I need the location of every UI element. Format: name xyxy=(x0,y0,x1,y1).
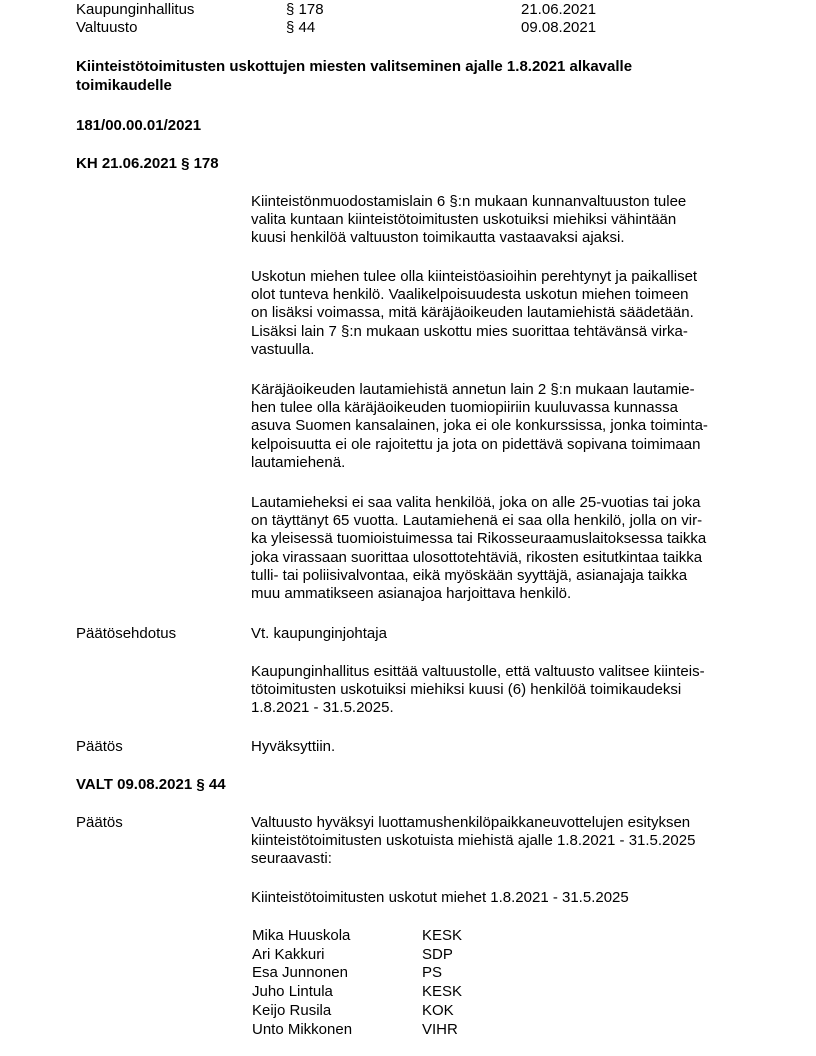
member-party: KOK xyxy=(422,1002,454,1019)
text-line: on täyttänyt 65 vuotta. Lautamiehenä ei saa olla henkilö, jolla on vir- xyxy=(251,512,703,530)
text-line: Kaupunginhallitus esittää valtuustolle, että valtuusto valitsee kiinteis- xyxy=(251,663,705,680)
text-line: kelpoisuutta ei ole rajoitettu ja jota on pidettävä sopivana toimimaan xyxy=(251,435,701,453)
text-line: Käräjäoikeuden lautamiehistä annetun lain 2 §:n mukaan lautamie- xyxy=(251,381,695,398)
member-party: PS xyxy=(422,964,443,981)
header-body: Kaupunginhallitus xyxy=(76,1,195,18)
member-name: Unto Mikkonen xyxy=(252,1021,353,1038)
title-line: toimikaudelle xyxy=(76,77,172,94)
kh-paragraph-3 xyxy=(251,381,751,472)
member-party: KESK xyxy=(422,927,463,944)
title-line: Kiinteistötoimitusten uskottujen miesten valitseminen ajalle 1.8.2021 alkavalle xyxy=(76,58,633,75)
text-line: lautamiehenä. xyxy=(251,453,346,471)
header-section: § 44 xyxy=(286,19,316,36)
header-body: Valtuusto xyxy=(76,19,138,36)
text-line: kiinteistötoimitusten uskotuista miehistä ajalle 1.8.2021 - 31.5.2025 xyxy=(251,832,696,850)
kh-paragraph-2 xyxy=(251,268,751,359)
text-line: Lautamieheksi ei saa valita henkilöä, joka on alle 25-vuotias tai joka xyxy=(251,494,701,511)
text-line: vastuulla. xyxy=(251,340,315,358)
text-line: tulli- tai poliisivalvontaa, eikä myöskään syyttäjä, asianajaja taikka xyxy=(251,566,688,584)
kh-heading: KH 21.06.2021 § 178 xyxy=(76,155,219,172)
proposal-text xyxy=(251,663,751,718)
member-name: Juho Lintula xyxy=(252,983,333,1000)
text-line: on lisäksi voimassa, mitä käräjäoikeuden lautamiehistä säädetään. xyxy=(251,304,694,322)
header-date: 21.06.2021 xyxy=(521,1,597,18)
header-date: 09.08.2021 xyxy=(521,19,597,36)
text-line: seuraavasti: xyxy=(251,850,332,868)
text-line: Uskotun miehen tulee olla kiinteistöasioihin perehtynyt ja paikalliset xyxy=(251,268,698,285)
members-list-heading: Kiinteistötoimitusten uskotut miehet 1.8.2021 - 31.5.2025 xyxy=(251,889,629,906)
text-line: olot tunteva henkilö. Vaalikelpoisuudesta uskotun miehen toimeen xyxy=(251,286,689,304)
member-name: Esa Junnonen xyxy=(252,964,348,981)
text-line: tötoimitusten uskotuiksi miehiksi kuusi (6) henkilöä toimikaudeksi xyxy=(251,681,682,699)
text-line: hen tulee olla käräjäoikeuden tuomiopiiriin kuuluvassa kunnassa xyxy=(251,399,678,417)
kh-paragraph-4 xyxy=(251,494,751,603)
text-line: kuusi henkilöä valtuuston toimikautta vastaavaksi ajaksi. xyxy=(251,229,625,247)
member-party: KESK xyxy=(422,983,463,1000)
valt-decision-label: Päätös xyxy=(76,814,123,831)
text-line: Valtuusto hyväksyi luottamushenkilöpaikkaneuvottelujen esityksen xyxy=(251,814,691,831)
member-name: Keijo Rusila xyxy=(252,1002,332,1019)
text-line: Kiinteistönmuodostamislain 6 §:n mukaan kunnanvaltuuston tulee xyxy=(251,193,687,210)
proposal-label: Päätösehdotus xyxy=(76,625,177,642)
member-party: VIHR xyxy=(422,1021,458,1038)
valt-decision-text xyxy=(251,814,751,869)
header-section: § 178 xyxy=(286,1,324,18)
proposal-presenter: Vt. kaupunginjohtaja xyxy=(251,625,387,642)
record-number: 181/00.00.01/2021 xyxy=(76,117,202,134)
kh-decision-text: Hyväksyttiin. xyxy=(251,738,336,755)
kh-decision-label: Päätös xyxy=(76,738,123,755)
text-line: joka virassaan suorittaa ulosottotehtäviä, rikosten esitutkintaa taikka xyxy=(251,548,703,566)
text-line: ka yleisessä tuomioistuimessa tai Rikosseuraamuslaitoksessa taikka xyxy=(251,530,707,548)
text-line: muu ammatikseen asianajoa harjoittava henkilö. xyxy=(251,585,572,603)
text-line: 1.8.2021 - 31.5.2025. xyxy=(251,699,394,717)
member-name: Mika Huuskola xyxy=(252,927,351,944)
valt-heading: VALT 09.08.2021 § 44 xyxy=(76,776,226,793)
text-line: valita kuntaan kiinteistötoimitusten uskotuiksi miehiksi vähintään xyxy=(251,211,677,229)
text-line: asuva Suomen kansalainen, joka ei ole konkurssissa, jonka toiminta- xyxy=(251,417,708,435)
member-party: SDP xyxy=(422,946,453,963)
kh-paragraph-1 xyxy=(251,193,751,248)
text-line: Lisäksi lain 7 §:n mukaan uskottu mies suorittaa tehtävänsä virka- xyxy=(251,322,688,340)
member-name: Ari Kakkuri xyxy=(252,946,325,963)
